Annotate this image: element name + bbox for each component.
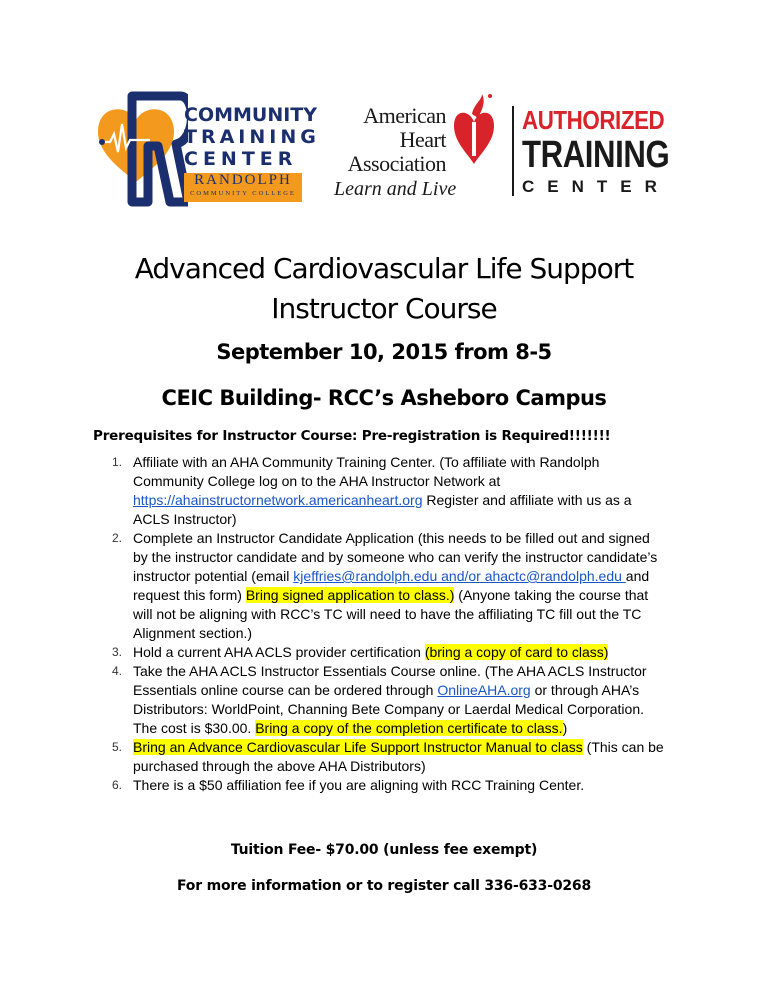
aha-tagline: Learn and Live	[334, 178, 457, 200]
item-text: )	[562, 720, 568, 736]
item-text: Register and affiliate with us as a ACLS Instructor)	[133, 492, 632, 527]
list-item	[88, 643, 668, 662]
aha-name-line2: Association	[347, 151, 446, 176]
item-text: Hold a current AHA ACLS provider certification	[133, 644, 425, 660]
item-text: (This can be purchased through the above AHA Distributors)	[133, 739, 664, 774]
ctc-r-emblem-icon	[92, 90, 188, 208]
course-location: CEIC Building- RCC’s Asheboro Campus	[161, 386, 607, 410]
aha-heart-torch-icon	[452, 92, 496, 172]
logo-divider	[512, 106, 514, 196]
list-number: 6.	[112, 778, 123, 792]
ctc-line-training: TRAINING	[184, 126, 320, 148]
item-text: and request this form)	[133, 568, 650, 603]
item-text: Affiliate with an AHA Community Training Center. (To affiliate with Randolph Community College log on to the AHA Instructor Network at	[133, 454, 600, 489]
list-item	[88, 738, 668, 776]
item-text: (Anyone taking the course that will not be aligning with RCC’s TC will need to have the affiliating TC fill out the TC Alignment section.)	[133, 587, 649, 641]
prerequisites-heading: Prerequisites for Instructor Course: Pre-registration is Required!!!!!!!	[93, 428, 611, 444]
logo-banner	[92, 84, 682, 214]
list-item	[88, 453, 668, 529]
aha-name-line1: American Heart	[363, 103, 446, 152]
american-heart-association-logo	[318, 92, 496, 210]
prerequisites-list	[88, 453, 668, 795]
item-text: There is a $50 affiliation fee if you are aligning with RCC Training Center.	[133, 777, 585, 793]
highlighted-text: Bring signed application to class.)	[245, 587, 455, 603]
list-number: 4.	[112, 664, 123, 678]
highlighted-text: Bring a copy of the completion certificate to class.	[255, 720, 563, 736]
item-text: Complete an Instructor Candidate Application (this needs to be filled out and signed by the instructor candidate and by someone who can verify the instructor candidate’s instructor potential (email	[133, 530, 658, 584]
list-number: 5.	[112, 740, 123, 754]
tuition-fee: Tuition Fee- $70.00 (unless fee exempt)	[230, 842, 538, 858]
ctc-college-sub: COMMUNITY COLLEGE	[190, 190, 296, 197]
list-item	[88, 776, 668, 795]
highlighted-text: (bring a copy of card to class)	[424, 644, 609, 660]
aha-name	[318, 104, 446, 176]
ctc-randolph-bar	[184, 173, 302, 202]
community-training-center-logo	[92, 84, 320, 214]
training-text: TRAINING	[522, 134, 670, 176]
aha-instructor-network-link[interactable]: https://ahainstructornetwork.americanheart.org	[133, 492, 423, 508]
list-number: 1.	[112, 455, 123, 469]
ctc-line-community: COMMUNITY	[184, 104, 318, 126]
item-text: or through AHA’s Distributors: WorldPoint, Channing Bete Company or Laerdal Medical Corporation. The cost is $30.00.	[133, 682, 644, 736]
list-item	[88, 662, 668, 738]
online-aha-link[interactable]: OnlineAHA.org	[437, 682, 531, 698]
ctc-college-name: RANDOLPH	[194, 172, 292, 188]
course-date: September 10, 2015 from 8-5	[216, 340, 552, 364]
ctc-line-center: CENTER	[184, 148, 298, 170]
list-number: 3.	[112, 645, 123, 659]
email-link[interactable]: kjeffries@randolph.edu and/or ahactc@randolph.edu	[293, 568, 626, 584]
center-text: CENTER	[522, 177, 670, 196]
list-number: 2.	[112, 531, 123, 545]
highlighted-text: Bring an Advance Cardiovascular Life Support Instructor Manual to class	[133, 739, 583, 755]
contact-info: For more information or to register call 336-633-0268	[177, 878, 591, 894]
course-title-line2: Instructor Course	[271, 292, 497, 325]
authorized-training-center-logo	[522, 106, 682, 198]
item-text: Take the AHA ACLS Instructor Essentials Course online. (The AHA ACLS Instructor Essentials online course can be ordered through	[133, 663, 647, 698]
list-item	[88, 529, 668, 643]
authorized-text: AUTHORIZED	[522, 105, 665, 135]
course-title-line1: Advanced Cardiovascular Life Support	[134, 252, 634, 285]
ctc-wordmark	[184, 104, 320, 202]
